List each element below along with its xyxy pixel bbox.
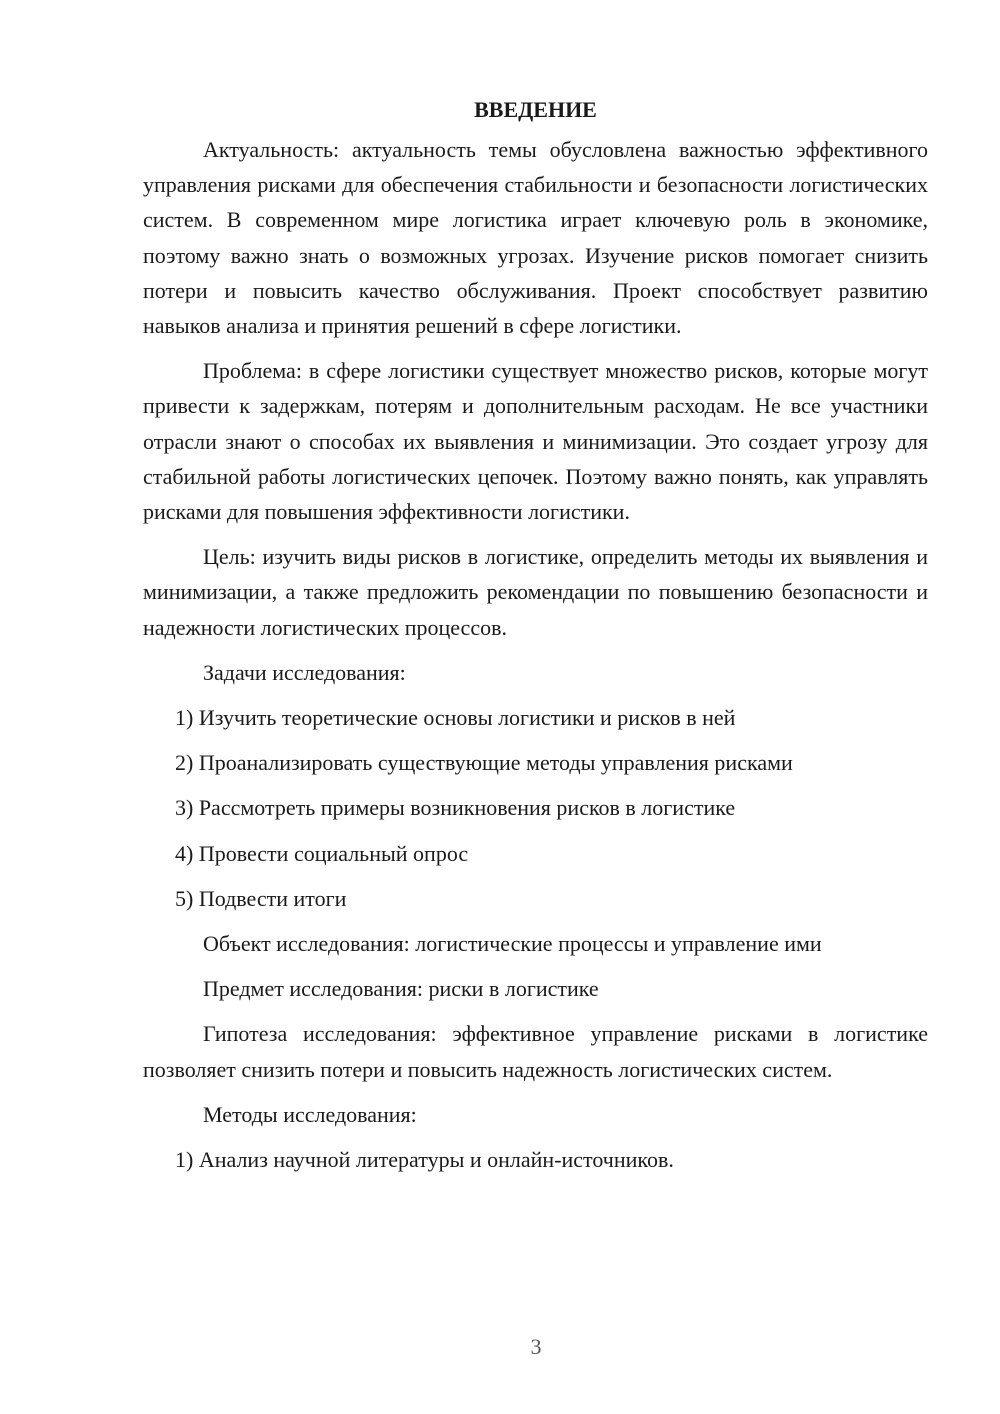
tasks-heading: Задачи исследования: bbox=[203, 659, 406, 685]
list-item: 5) Подвести итоги bbox=[175, 885, 347, 911]
list-item: 4) Провести социальный опрос bbox=[175, 840, 469, 866]
methods-list bbox=[143, 1142, 928, 1177]
section-title: ВВЕДЕНИЕ bbox=[474, 97, 597, 122]
document-page bbox=[143, 92, 928, 1187]
paragraph-hypothesis: Гипотеза исследования: эффективное управление рисками в логистике позволяет снизить потери и повысить надежность логистических систем. bbox=[143, 1021, 928, 1082]
paragraph-object: Объект исследования: логистические процессы и управление ими bbox=[203, 931, 822, 957]
list-item: 1) Изучить теоретические основы логистики и рисков в ней bbox=[175, 705, 736, 731]
list-item: 3) Рассмотреть примеры возникновения рисков в логистике bbox=[175, 795, 736, 821]
paragraph-goal: Цель: изучить виды рисков в логистике, определить методы их выявления и минимизации, а также предложить рекомендации по повышению безопасности и надежности логистических процессов. bbox=[143, 544, 928, 640]
tasks-list bbox=[143, 700, 928, 916]
methods-heading: Методы исследования: bbox=[203, 1101, 417, 1127]
list-item: 1) Анализ научной литературы и онлайн-источников. bbox=[175, 1147, 674, 1173]
paragraph-problem: Проблема: в сфере логистики существует множество рисков, которые могут привести к задержкам, потерям и дополнительным расходам. Не все участники отрасли знают о способах их выявления и минимизации. Это создает угрозу для стабильной работы логистических цепочек. Поэтому важно понять, как управлять рисками для повышения эффективности логистики. bbox=[143, 358, 928, 525]
paragraph-subject: Предмет исследования: риски в логистике bbox=[203, 976, 599, 1002]
list-item: 2) Проанализировать существующие методы управления рисками bbox=[175, 750, 793, 776]
paragraph-relevance: Актуальность: актуальность темы обусловлена важностью эффективного управления рисками для обеспечения стабильности и безопасности логистических систем. В современном мире логистика играет ключевую роль в экономике, поэтому важно знать о возможных угрозах. Изучение рисков помогает снизить потери и повысить качество обслуживания. Проект способствует развитию навыков анализа и принятия решений в сфере логистики. bbox=[143, 137, 928, 339]
page-number: 3 bbox=[530, 1334, 542, 1359]
